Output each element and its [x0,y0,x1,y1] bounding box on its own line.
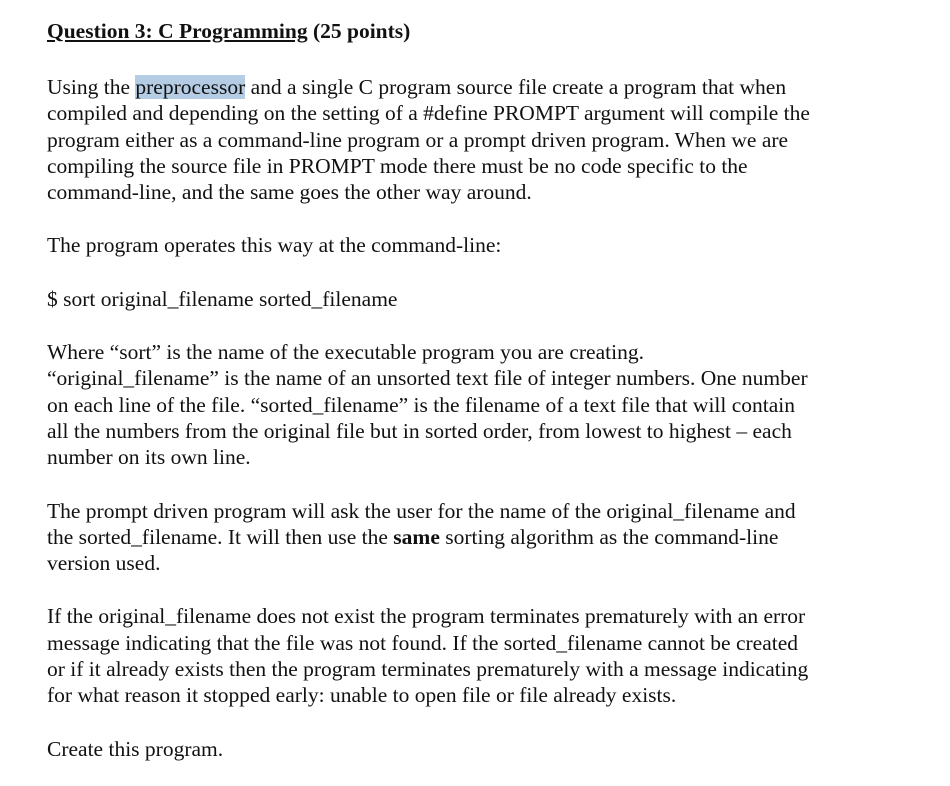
paragraph-line [47,74,927,100]
text-run: sorting algorithm as the command-line [439,524,779,549]
paragraph-intro [47,74,927,205]
heading-points: (25 points) [307,19,411,43]
emphasis-same: same [393,524,440,549]
spacer [47,471,927,498]
paragraph-line [47,524,927,550]
paragraph-line: command-line, and the same goes the other way around. [47,180,532,205]
spacer [47,709,927,736]
paragraph-line: Where “sort” is the name of the executable program you are creating. [47,340,644,365]
paragraph-line: compiled and depending on the setting of a #define PROMPT argument will compile the [47,101,810,126]
paragraph-line: on each line of the file. “sorted_filename” is the filename of a text file that will contain [47,392,796,417]
paragraph-line: or if it already exists then the program terminates prematurely with a message indicating [47,657,809,682]
command-example: $ sort original_filename sorted_filename [47,286,398,311]
paragraph-line: version used. [47,551,161,576]
heading-title: Question 3: C Programming [47,19,308,43]
text-run: Using the [47,75,136,99]
paragraph-line: compiling the source file in PROMPT mode there must be no code specific to the [47,153,748,178]
text-run: the sorted_filename. It will then use the [47,524,394,549]
paragraph-line: The prompt driven program will ask the user for the name of the original_filename and [47,498,796,523]
paragraph-closing: Create this program. [47,736,224,761]
paragraph-line: for what reason it stopped early: unable to open file or file already exists. [47,683,677,708]
selected-text-preprocessor[interactable]: preprocessor [135,75,246,99]
document-body [47,18,927,762]
spacer [47,576,927,603]
question-heading [47,18,927,44]
paragraph-arguments [47,339,927,470]
paragraph-line: program either as a command-line program or a prompt driven program. When we are [47,127,789,152]
paragraph-errors [47,603,927,708]
text-run: and a single C program source file create a program that when [245,75,787,99]
paragraph-line: “original_filename” is the name of an unsorted text file of integer numbers. One number [47,366,808,391]
paragraph-line: message indicating that the file was not found. If the sorted_filename cannot be created [47,630,799,655]
spacer [47,205,927,232]
paragraph-line: number on its own line. [47,445,251,470]
paragraph-line: all the numbers from the original file but in sorted order, from lowest to highest – each [47,418,792,443]
spacer [47,259,927,286]
paragraph-line: If the original_filename does not exist the program terminates prematurely with an error [47,604,806,629]
paragraph-command-line-intro: The program operates this way at the command-line: [47,233,502,258]
paragraph-prompt-mode [47,498,927,577]
spacer [47,312,927,339]
